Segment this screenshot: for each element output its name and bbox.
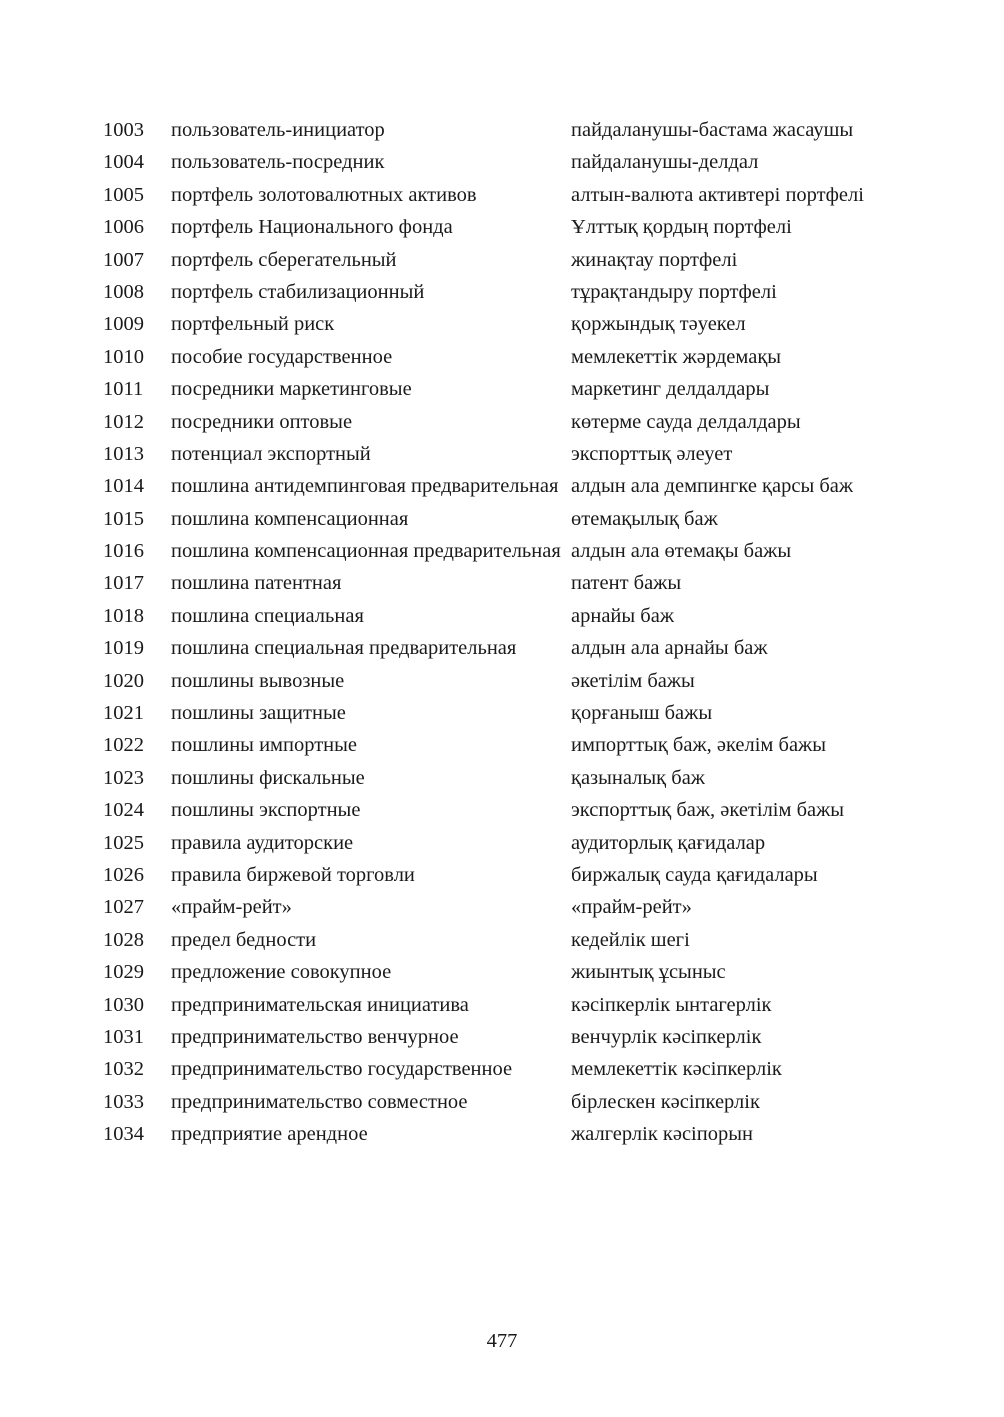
kazakh-term: бірлескен кәсіпкерлік <box>571 1090 760 1113</box>
entry-number: 1028 <box>103 928 144 951</box>
entry-number: 1005 <box>103 183 144 206</box>
kazakh-term: венчурлік кәсіпкерлік <box>571 1025 762 1048</box>
russian-term: предпринимательская инициатива <box>171 993 469 1016</box>
russian-term: «прайм-рейт» <box>171 896 292 919</box>
glossary-entry <box>103 992 923 1019</box>
kazakh-term: экспорттық әлеует <box>571 442 733 465</box>
glossary-entry <box>103 506 923 533</box>
russian-term: пошлина патентная <box>171 572 342 595</box>
glossary-entry <box>103 473 923 500</box>
glossary-entry <box>103 862 923 889</box>
russian-term: посредники оптовые <box>171 410 353 433</box>
glossary-entry <box>103 149 923 176</box>
entry-number: 1016 <box>103 540 144 563</box>
kazakh-term: әкетілім бажы <box>571 669 695 692</box>
glossary-entry <box>103 1089 923 1116</box>
entry-number: 1017 <box>103 572 144 595</box>
russian-term: предпринимательство совместное <box>171 1090 468 1113</box>
kazakh-term: жинақтау портфелі <box>571 248 738 271</box>
entry-number: 1011 <box>103 378 144 401</box>
glossary-entry <box>103 538 923 565</box>
kazakh-term: мемлекеттік кәсіпкерлік <box>571 1058 782 1081</box>
glossary-entry <box>103 732 923 759</box>
kazakh-term: патент бажы <box>571 572 682 595</box>
kazakh-term: мемлекеттік жәрдемақы <box>571 345 782 368</box>
glossary-entry <box>103 894 923 921</box>
entry-number: 1024 <box>103 799 144 822</box>
russian-term: пошлина компенсационная <box>171 507 409 530</box>
kazakh-term: кәсіпкерлік ынтагерлік <box>571 993 772 1016</box>
russian-term: портфель золотовалютных активов <box>171 183 477 206</box>
kazakh-term: көтерме сауда делдалдары <box>571 410 801 433</box>
entry-number: 1006 <box>103 216 144 239</box>
entry-number: 1031 <box>103 1025 144 1048</box>
entry-number: 1021 <box>103 702 144 725</box>
kazakh-term: «прайм-рейт» <box>571 896 692 919</box>
glossary-entry <box>103 279 923 306</box>
kazakh-term: тұрақтандыру портфелі <box>571 280 777 303</box>
page-number: 477 <box>486 1330 518 1352</box>
russian-term: предпринимательство венчурное <box>171 1025 459 1048</box>
entry-number: 1020 <box>103 669 144 692</box>
glossary-entry <box>103 182 923 209</box>
glossary-entry <box>103 635 923 662</box>
kazakh-term: қорғаныш бажы <box>571 702 713 725</box>
russian-term: предложение совокупное <box>171 961 392 984</box>
russian-term: пользователь-посредник <box>171 151 385 174</box>
entry-number: 1034 <box>103 1123 144 1146</box>
entry-number: 1012 <box>103 410 144 433</box>
kazakh-term: алдын ала арнайы баж <box>571 637 768 660</box>
russian-term: предприятие арендное <box>171 1123 368 1146</box>
kazakh-term: аудиторлық қағидалар <box>571 831 766 854</box>
kazakh-term: пайдаланушы-делдал <box>571 151 759 174</box>
russian-term: предпринимательство государственное <box>171 1058 513 1081</box>
entry-number: 1018 <box>103 604 144 627</box>
entry-number: 1029 <box>103 961 144 984</box>
russian-term: правила биржевой торговли <box>171 863 415 886</box>
kazakh-term: Ұлттық қордың портфелі <box>571 216 792 239</box>
russian-term: портфель сберегательный <box>171 248 397 271</box>
glossary-entry <box>103 700 923 727</box>
glossary-entry <box>103 344 923 371</box>
kazakh-term: экспорттық баж, әкетілім бажы <box>571 799 845 822</box>
entry-number: 1015 <box>103 507 144 530</box>
entry-number: 1014 <box>103 475 144 498</box>
entry-number: 1022 <box>103 734 144 757</box>
entry-number: 1027 <box>103 896 144 919</box>
russian-term: пользователь-инициатор <box>171 119 385 141</box>
glossary-entry <box>103 603 923 630</box>
entry-number: 1003 <box>103 119 144 141</box>
russian-term: пособие государственное <box>171 345 393 368</box>
kazakh-term: маркетинг делдалдары <box>571 378 770 401</box>
glossary-entry <box>103 247 923 274</box>
glossary-entry <box>103 409 923 436</box>
glossary-entry <box>103 1024 923 1051</box>
glossary-entry <box>103 441 923 468</box>
russian-term: пошлина специальная <box>171 604 364 627</box>
glossary-entry <box>103 765 923 792</box>
russian-term: портфельный риск <box>171 313 335 336</box>
entry-number: 1026 <box>103 863 144 886</box>
entry-number: 1019 <box>103 637 144 660</box>
kazakh-term: импорттық баж, әкелім бажы <box>571 734 826 757</box>
entry-number: 1009 <box>103 313 144 336</box>
entry-number: 1032 <box>103 1058 144 1081</box>
russian-term: посредники маркетинговые <box>171 378 412 401</box>
kazakh-term: пайдаланушы-бастама жасаушы <box>571 119 854 141</box>
russian-term: портфель Национального фонда <box>171 216 453 239</box>
glossary-entry <box>103 311 923 338</box>
entry-number: 1033 <box>103 1090 144 1113</box>
russian-term: пошлина компенсационная предварительная <box>171 540 561 563</box>
russian-term: пошлины импортные <box>171 734 358 757</box>
glossary-entry <box>103 830 923 857</box>
entry-number: 1013 <box>103 442 144 465</box>
kazakh-term: қазыналық баж <box>571 766 705 789</box>
kazakh-term: қоржындық тәуекел <box>571 313 746 336</box>
glossary-entry <box>103 927 923 954</box>
entry-number: 1008 <box>103 280 144 303</box>
kazakh-term: жиынтық ұсыныс <box>571 961 726 984</box>
russian-term: правила аудиторские <box>171 831 354 854</box>
russian-term: пошлины защитные <box>171 702 346 725</box>
glossary-entry <box>103 1121 923 1148</box>
kazakh-term: жалгерлік кәсіпорын <box>571 1123 753 1146</box>
russian-term: потенциал экспортный <box>171 442 371 465</box>
kazakh-term: алтын-валюта активтері портфелі <box>571 183 864 206</box>
entry-number: 1023 <box>103 766 144 789</box>
russian-term: пошлины фискальные <box>171 766 365 789</box>
glossary-entry <box>103 214 923 241</box>
kazakh-term: алдын ала демпингке қарсы баж <box>571 475 854 498</box>
russian-term: пошлины вывозные <box>171 669 345 692</box>
entry-number: 1010 <box>103 345 144 368</box>
kazakh-term: алдын ала өтемақы бажы <box>571 540 792 563</box>
kazakh-term: өтемақылық баж <box>571 507 718 530</box>
glossary-entry <box>103 117 923 144</box>
glossary-entry <box>103 570 923 597</box>
entry-number: 1025 <box>103 831 144 854</box>
russian-term: пошлина специальная предварительная <box>171 637 517 660</box>
entry-number: 1030 <box>103 993 144 1016</box>
russian-term: пошлина антидемпинговая предварительная <box>171 475 559 498</box>
entry-number: 1004 <box>103 151 144 174</box>
kazakh-term: биржалық сауда қағидалары <box>571 863 818 886</box>
glossary-entry <box>103 797 923 824</box>
kazakh-term: арнайы баж <box>571 604 674 627</box>
entry-number: 1007 <box>103 248 144 271</box>
glossary-entry <box>103 376 923 403</box>
glossary-entry <box>103 1056 923 1083</box>
glossary-table <box>103 117 923 1154</box>
russian-term: пошлины экспортные <box>171 799 361 822</box>
glossary-entry <box>103 959 923 986</box>
russian-term: предел бедности <box>171 928 317 951</box>
kazakh-term: кедейлік шегі <box>571 928 690 951</box>
russian-term: портфель стабилизационный <box>171 280 425 303</box>
glossary-entry <box>103 668 923 695</box>
